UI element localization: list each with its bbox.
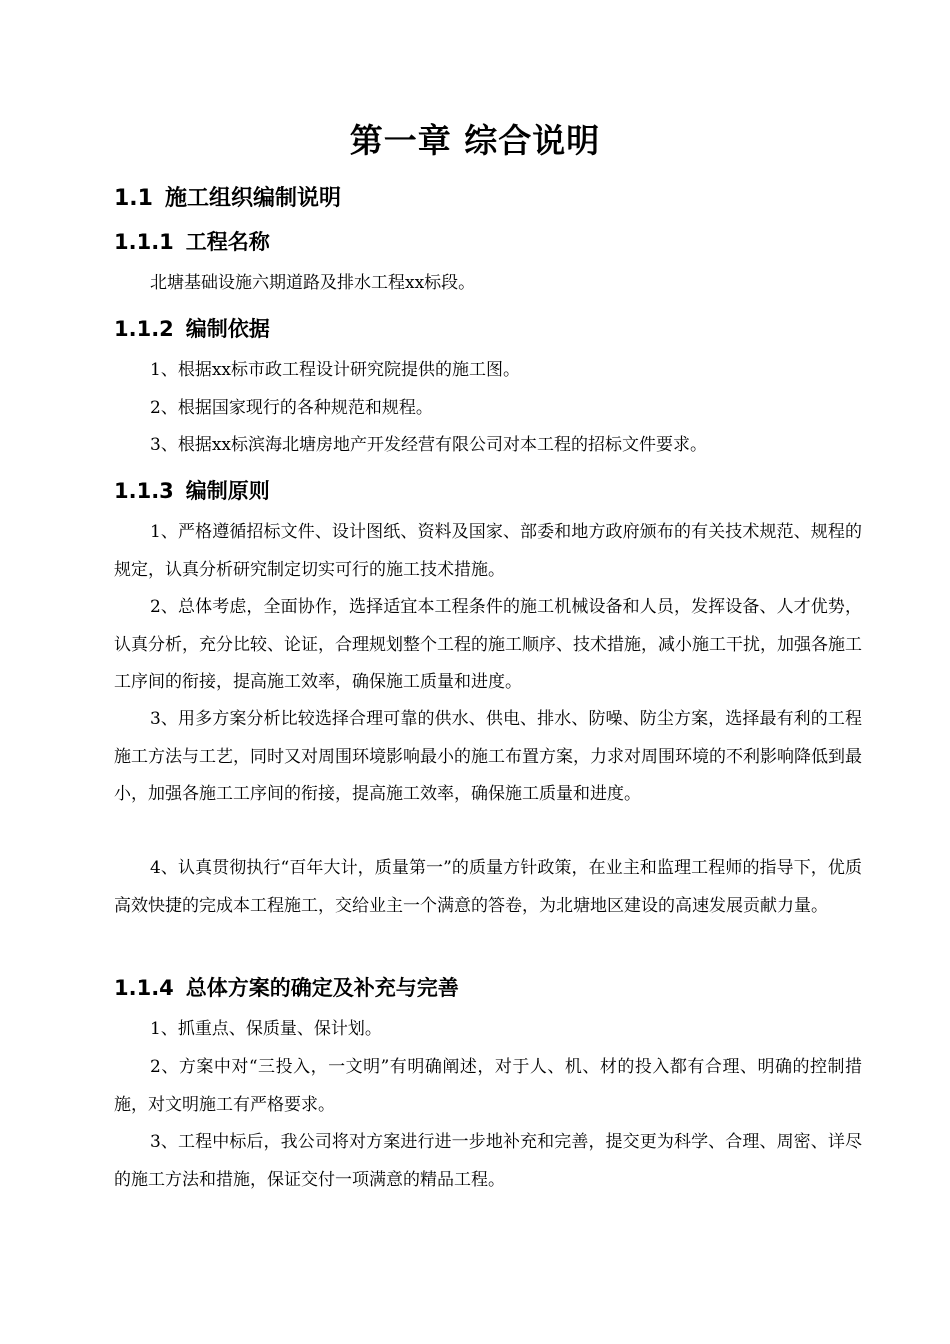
section-heading-1-1-3	[114, 476, 270, 506]
paragraph: 1、严格遵循招标文件、设计图纸、资料及国家、部委和地方政府颁布的有关技术规范、规程的规定，认真分析研究制定切实可行的施工技术措施。	[114, 522, 862, 580]
paragraph: 4、认真贯彻执行“百年大计，质量第一”的质量方针政策，在业主和监理工程师的指导下，优质高效快捷的完成本工程施工，交给业主一个满意的答卷，为北塘地区建设的高速发展贡献力量。	[114, 858, 862, 916]
section-title: 总体方案的确定及补充与完善	[185, 976, 459, 1000]
section-title: 工程名称	[185, 230, 270, 254]
paragraph: 1、抓重点、保质量、保计划。	[150, 1019, 382, 1039]
section-heading-1-1	[114, 184, 341, 214]
section-number: 1.1.4	[114, 976, 174, 1000]
paragraph: 1、根据xx标市政工程设计研究院提供的施工图。	[150, 360, 520, 380]
section-heading-1-1-2	[114, 314, 270, 344]
section-heading-1-1-4	[114, 973, 459, 1003]
section-title: 施工组织编制说明	[164, 186, 341, 211]
paragraph: 2、方案中对“三投入，一文明”有明确阐述，对于人、机、材的投入都有合理、明确的控制措施，对文明施工有严格要求。	[114, 1057, 862, 1115]
paragraph: 3、用多方案分析比较选择合理可靠的供水、供电、排水、防噪、防尘方案，选择最有利的工程施工方法与工艺，同时又对周围环境影响最小的施工布置方案，力求对周围环境的不利影响降低到最小，加强各施工工序间的衔接，提高施工效率，确保施工质量和进度。	[114, 709, 862, 804]
section-heading-1-1-1	[114, 227, 270, 257]
paragraph: 北塘基础设施六期道路及排水工程xx标段。	[150, 273, 476, 293]
section-title: 编制依据	[185, 317, 270, 341]
paragraph: 3、工程中标后，我公司将对方案进行进一步地补充和完善，提交更为科学、合理、周密、详尽的施工方法和措施，保证交付一项满意的精品工程。	[114, 1132, 862, 1190]
section-number: 1.1.3	[114, 479, 174, 503]
paragraph: 2、总体考虑，全面协作，选择适宜本工程条件的施工机械设备和人员，发挥设备、人才优势，认真分析，充分比较、论证，合理规划整个工程的施工顺序、技术措施，减小施工干扰，加强各施工工序间的衔接，提高施工效率，确保施工质量和进度。	[114, 597, 862, 692]
section-number: 1.1.1	[114, 230, 174, 254]
paragraph: 3、根据xx标滨海北塘房地产开发经营有限公司对本工程的招标文件要求。	[150, 435, 707, 455]
chapter-title: 第一章 综合说明	[349, 121, 601, 160]
paragraph: 2、根据国家现行的各种规范和规程。	[150, 398, 433, 418]
section-title: 编制原则	[185, 479, 270, 503]
section-number: 1.1.2	[114, 317, 174, 341]
section-number: 1.1	[114, 186, 153, 211]
